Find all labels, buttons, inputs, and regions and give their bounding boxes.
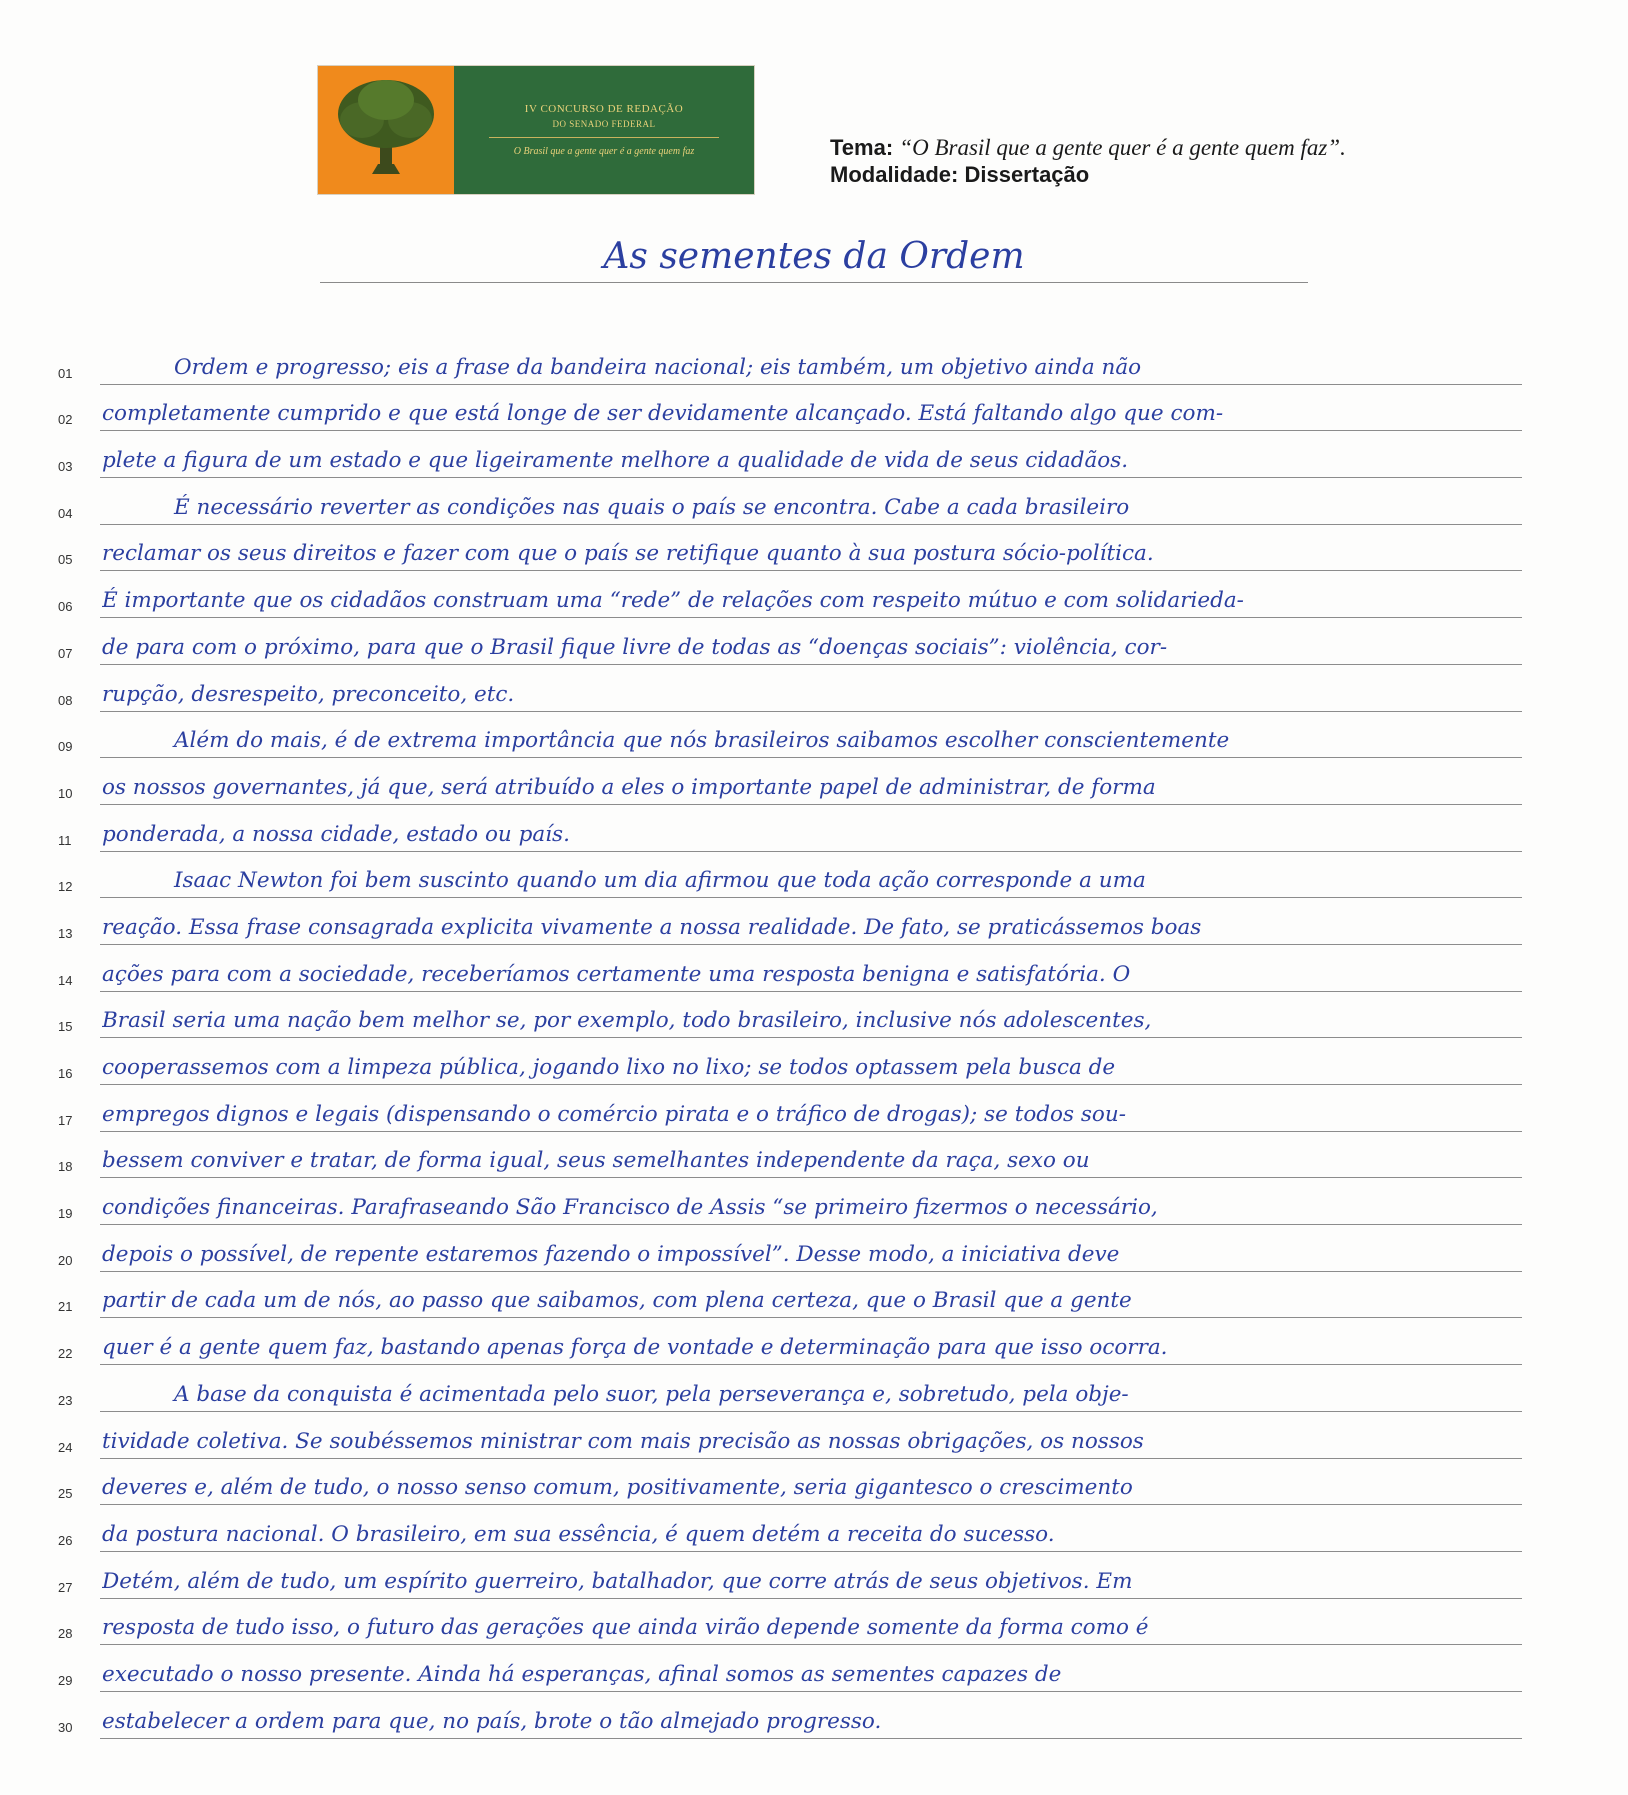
tree-icon: [318, 66, 454, 194]
essay-line: [0, 431, 1628, 478]
line-number: 03: [58, 459, 73, 475]
handwritten-text: plete a figura de um estado e que ligeiramente melhore a qualidade de vida de seus cidadãos.: [102, 448, 1129, 474]
essay-line: [0, 712, 1628, 759]
line-number: 13: [58, 925, 73, 941]
handwritten-text: executado o nosso presente. Ainda há esperanças, afinal somos as sementes capazes de: [102, 1661, 1062, 1687]
essay-line: [0, 1552, 1628, 1599]
handwritten-text: Ordem e progresso; eis a frase da bandeira nacional; eis também, um objetivo ainda não: [174, 354, 1142, 380]
handwritten-text: bessem conviver e tratar, de forma igual, seus semelhantes independente da raça, sexo ou: [102, 1148, 1090, 1174]
line-number: 24: [58, 1439, 73, 1455]
handwritten-text: Isaac Newton foi bem suscinto quando um dia afirmou que toda ação corresponde a uma: [174, 868, 1146, 894]
theme-line: [830, 134, 1346, 161]
essay-line: [0, 945, 1628, 992]
line-number: 20: [58, 1252, 73, 1268]
essay-line: [0, 525, 1628, 572]
handwritten-text: Detém, além de tudo, um espírito guerreiro, batalhador, que corre atrás de seus objetivos. Em: [102, 1568, 1133, 1594]
essay-line: [0, 758, 1628, 805]
essay-line: [0, 898, 1628, 945]
line-number: 11: [58, 832, 72, 848]
essay-line: [0, 1459, 1628, 1506]
handwritten-text: ponderada, a nossa cidade, estado ou país.: [102, 821, 570, 847]
essay-line: [0, 1599, 1628, 1646]
line-number: 10: [58, 785, 73, 801]
ruled-line: [100, 1738, 1522, 1739]
line-number: 30: [58, 1719, 73, 1735]
handwritten-text: resposta de tudo isso, o futuro das gerações que ainda virão depende somente da forma como é: [102, 1615, 1149, 1641]
line-number: 01: [58, 365, 73, 381]
essay-line: [0, 1318, 1628, 1365]
handwritten-text: estabelecer a ordem para que, no país, brote o tão almejado progresso.: [102, 1708, 882, 1734]
line-number: 12: [58, 879, 73, 895]
line-number: 05: [58, 552, 73, 568]
essay-line: [0, 852, 1628, 899]
handwritten-text: cooperassemos com a limpeza pública, jogando lixo no lixo; se todos optassem pela busca de: [102, 1055, 1116, 1080]
handwritten-text: partir de cada um de nós, ao passo que saibamos, com plena certeza, que o Brasil que a gente: [102, 1288, 1132, 1314]
line-number: 17: [58, 1112, 73, 1128]
line-number: 07: [58, 645, 73, 661]
line-number: 29: [58, 1672, 73, 1688]
line-number: 15: [58, 1019, 73, 1035]
handwritten-text: condições financeiras. Parafraseando São Francisco de Assis “se primeiro fizermos o necessário,: [102, 1195, 1158, 1221]
handwritten-text: de para com o próximo, para que o Brasil fique livre de todas as “doenças sociais”: violência, cor-: [102, 634, 1168, 660]
handwritten-text: rupção, desrespeito, preconceito, etc.: [102, 681, 515, 707]
line-number: 22: [58, 1346, 73, 1362]
handwritten-text: É importante que os cidadãos construam uma “rede” de relações com respeito mútuo e com solidarieda-: [102, 588, 1244, 614]
line-number: 21: [58, 1299, 73, 1315]
contest-logo: [318, 66, 754, 194]
essay-line: [0, 1038, 1628, 1085]
essay-line: [0, 1645, 1628, 1692]
essay-line: [0, 1692, 1628, 1739]
theme-label: Tema:: [830, 135, 894, 160]
handwritten-text: ações para com a sociedade, receberíamos certamente uma resposta benigna e satisfatória. O: [102, 961, 1131, 987]
handwritten-text: quer é a gente quem faz, bastando apenas força de vontade e determinação para que isso ocorra.: [102, 1335, 1168, 1361]
essay-line: [0, 338, 1628, 385]
line-number: 04: [58, 505, 73, 521]
essay-line: [0, 1412, 1628, 1459]
essay-lines: [0, 338, 1628, 1739]
essay-line: [0, 665, 1628, 712]
essay-line: [0, 1365, 1628, 1412]
handwritten-text: reação. Essa frase consagrada explicita vivamente a nossa realidade. De fato, se praticássemos boas: [102, 914, 1202, 940]
handwritten-text: empregos dignos e legais (dispensando o comércio pirata e o tráfico de drogas); se todos sou-: [102, 1101, 1126, 1127]
essay-line: [0, 805, 1628, 852]
handwritten-text: da postura nacional. O brasileiro, em sua essência, é quem detém a receita do sucesso.: [102, 1521, 1055, 1547]
line-number: 09: [58, 739, 73, 755]
handwritten-text: Brasil seria uma nação bem melhor se, por exemplo, todo brasileiro, inclusive nós adolescentes,: [102, 1008, 1152, 1034]
essay-line: [0, 571, 1628, 618]
line-number: 27: [58, 1579, 73, 1595]
essay-line: [0, 1085, 1628, 1132]
essay-line: [0, 1505, 1628, 1552]
theme-block: [830, 134, 1346, 188]
essay-line: [0, 385, 1628, 432]
logo-divider: [489, 137, 719, 138]
modality-line: [830, 161, 1346, 188]
handwritten-text: os nossos governantes, já que, será atribuído a eles o importante papel de administrar, de forma: [102, 774, 1156, 800]
logo-text-panel: [454, 66, 754, 194]
line-number: 08: [58, 692, 73, 708]
line-number: 25: [58, 1486, 73, 1502]
essay-title: As sementes da Ordem: [603, 236, 1025, 277]
handwritten-text: deveres e, além de tudo, o nosso senso comum, positivamente, seria gigantesco o crescimento: [102, 1475, 1133, 1501]
handwritten-text: tividade coletiva. Se soubéssemos ministrar com mais precisão as nossas obrigações, os nossos: [102, 1428, 1144, 1454]
handwritten-text: A base da conquista é acimentada pelo suor, pela perseverança e, sobretudo, pela obje-: [174, 1381, 1129, 1407]
logo-senate-name: DO SENADO FEDERAL: [552, 119, 656, 129]
line-number: 23: [58, 1392, 73, 1408]
handwritten-text: completamente cumprido e que está longe de ser devidamente alcançado. Está faltando algo que com-: [102, 401, 1224, 427]
logo-contest-name: IV CONCURSO DE REDAÇÃO: [524, 103, 684, 115]
line-number: 19: [58, 1206, 73, 1222]
essay-line: [0, 618, 1628, 665]
line-number: 02: [58, 412, 73, 428]
essay-line: [0, 1178, 1628, 1225]
modality-value: Dissertação: [964, 162, 1090, 187]
line-number: 28: [58, 1626, 73, 1642]
handwritten-text: É necessário reverter as condições nas quais o país se encontra. Cabe a cada brasileiro: [174, 494, 1130, 520]
handwritten-text: reclamar os seus direitos e fazer com que o país se retifique quanto à sua postura sócio-política.: [102, 541, 1154, 567]
essay-line: [0, 992, 1628, 1039]
essay-line: [0, 1132, 1628, 1179]
line-number: 26: [58, 1532, 73, 1548]
essay-line: [0, 478, 1628, 525]
line-number: 18: [58, 1159, 73, 1175]
logo-slogan: O Brasil que a gente quer é a gente quem faz: [513, 146, 695, 157]
line-number: 16: [58, 1066, 73, 1081]
modality-label: Modalidade:: [830, 162, 959, 187]
essay-line: [0, 1225, 1628, 1272]
handwritten-text: depois o possível, de repente estaremos fazendo o impossível”. Desse modo, a iniciativa deve: [102, 1241, 1120, 1267]
theme-value: “O Brasil que a gente quer é a gente quem faz”.: [899, 135, 1346, 160]
line-number: 14: [58, 972, 73, 988]
title-rule: [320, 282, 1308, 283]
handwritten-text: Além do mais, é de extrema importância que nós brasileiros saibamos escolher conscientemente: [174, 728, 1230, 754]
line-number: 06: [58, 599, 73, 615]
essay-line: [0, 1272, 1628, 1319]
